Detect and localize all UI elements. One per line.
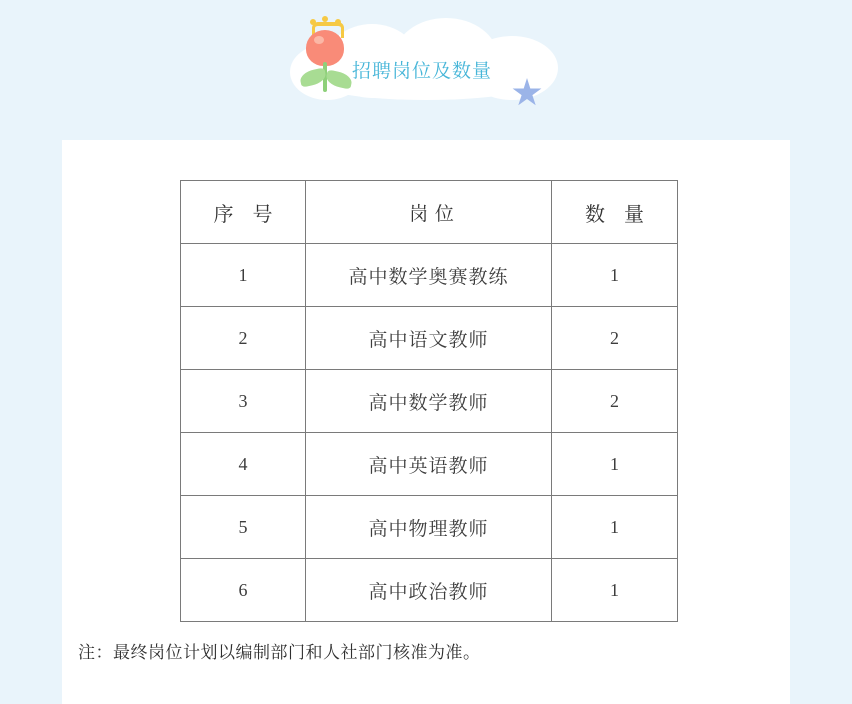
table-row — [181, 370, 678, 433]
cell-post: 高中数学教师 — [306, 370, 552, 433]
cell-index: 1 — [181, 244, 306, 307]
column-header-post: 岗 位 — [306, 181, 552, 244]
cell-post: 高中语文教师 — [306, 307, 552, 370]
table-row — [181, 307, 678, 370]
cell-index: 4 — [181, 433, 306, 496]
table-row — [181, 433, 678, 496]
content-card — [62, 140, 790, 704]
cell-index: 2 — [181, 307, 306, 370]
cell-index: 5 — [181, 496, 306, 559]
cell-post: 高中物理教师 — [306, 496, 552, 559]
cell-quantity: 1 — [552, 559, 678, 622]
table-row — [181, 496, 678, 559]
cell-post: 高中数学奥赛教练 — [306, 244, 552, 307]
cell-index: 6 — [181, 559, 306, 622]
column-header-index: 序 号 — [181, 181, 306, 244]
table-row — [181, 244, 678, 307]
tulip-flower-icon — [296, 22, 358, 98]
cell-post: 高中政治教师 — [306, 559, 552, 622]
table-row — [181, 559, 678, 622]
footnote: 注：最终岗位计划以编制部门和人社部门核准为准。 — [78, 643, 481, 662]
table-header — [181, 181, 678, 244]
table-header-row — [181, 181, 678, 244]
cell-quantity: 1 — [552, 244, 678, 307]
cell-quantity: 2 — [552, 307, 678, 370]
column-header-quantity: 数 量 — [552, 181, 678, 244]
jobs-table-wrapper — [180, 180, 678, 622]
jobs-table — [180, 180, 678, 622]
header-banner — [0, 0, 852, 120]
cell-quantity: 1 — [552, 433, 678, 496]
cell-index: 3 — [181, 370, 306, 433]
cell-quantity: 2 — [552, 370, 678, 433]
cell-post: 高中英语教师 — [306, 433, 552, 496]
page-title: 招聘岗位及数量 — [352, 61, 493, 82]
table-body — [181, 244, 678, 622]
cell-quantity: 1 — [552, 496, 678, 559]
